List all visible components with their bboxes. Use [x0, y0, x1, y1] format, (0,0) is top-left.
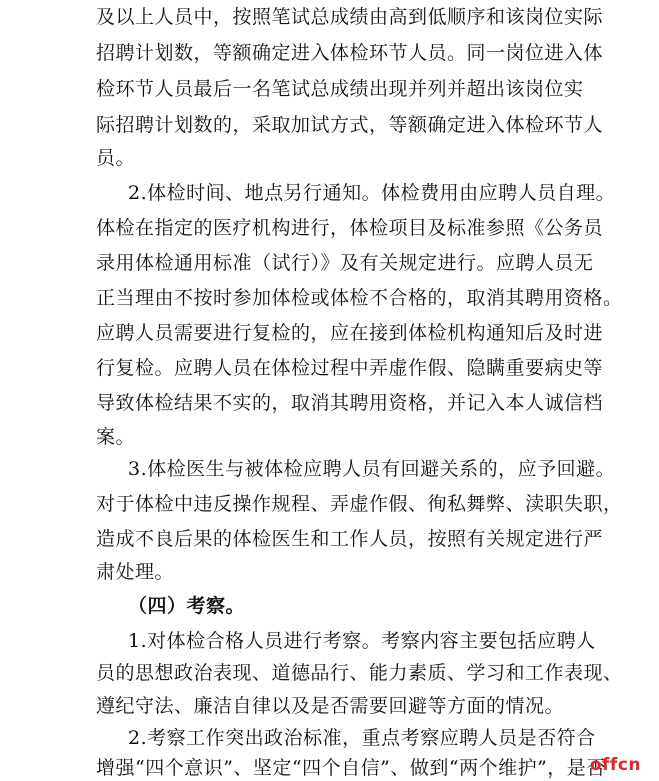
text-line: 检环节人员最后一名笔试总成绩出现并列并超出该岗位实: [96, 78, 584, 100]
text-line: 员。: [96, 147, 136, 169]
text-line: 正当理由不按时参加体检或体检不合格的，取消其聘用资格。: [96, 287, 623, 309]
text-line: 遵纪守法、廉洁自律以及是否需要回避等方面的情况。: [96, 695, 565, 717]
text-line: 招聘计划数，等额确定进入体检环节人员。同一岗位进入体: [96, 42, 604, 64]
section-heading: （四）考察。: [128, 595, 246, 617]
text-line: 应聘人员需要进行复检的，应在接到体检机构通知后及时进: [96, 322, 604, 344]
text-line: 造成不良后果的体检医生和工作人员，按照有关规定进行严: [96, 528, 604, 550]
offcn-watermark: offcn: [589, 755, 641, 775]
text-line: 肃处理。: [96, 561, 175, 583]
paragraph-start: 2.体检时间、地点另行通知。体检费用由应聘人员自理。: [128, 182, 616, 204]
text-line: 体检在指定的医疗机构进行，体检项目及标准参照《公务员: [96, 217, 604, 239]
text-line: 增强“四个意识”、坚定“四个自信”、做到“两个维护”，是否: [96, 757, 606, 779]
paragraph-start: 2.考察工作突出政治标准，重点考察应聘人员是否符合: [128, 727, 596, 749]
text-line: 际招聘计划数的，采取加试方式，等额确定进入体检环节人: [96, 114, 604, 136]
paragraph-start: 3.体检医生与被体检应聘人员有回避关系的，应予回避。: [128, 458, 616, 480]
text-line: 及以上人员中，按照笔试总成绩由高到低顺序和该岗位实际: [96, 6, 604, 28]
text-line: 对于体检中违反操作规程、弄虚作假、徇私舞弊、渎职失职，: [96, 493, 623, 515]
text-line: 导致体检结果不实的，取消其聘用资格，并记入本人诚信档: [96, 392, 604, 414]
text-line: 行复检。应聘人员在体检过程中弄虚作假、隐瞒重要病史等: [96, 357, 604, 379]
text-line: 案。: [96, 426, 136, 448]
paragraph-start: 1.对体检合格人员进行考察。考察内容主要包括应聘人: [128, 630, 596, 652]
text-line: 录用体检通用标准（试行）》及有关规定进行。应聘人员无: [96, 252, 594, 274]
text-line: 员的思想政治表现、道德品行、能力素质、学习和工作表现、: [96, 662, 623, 684]
